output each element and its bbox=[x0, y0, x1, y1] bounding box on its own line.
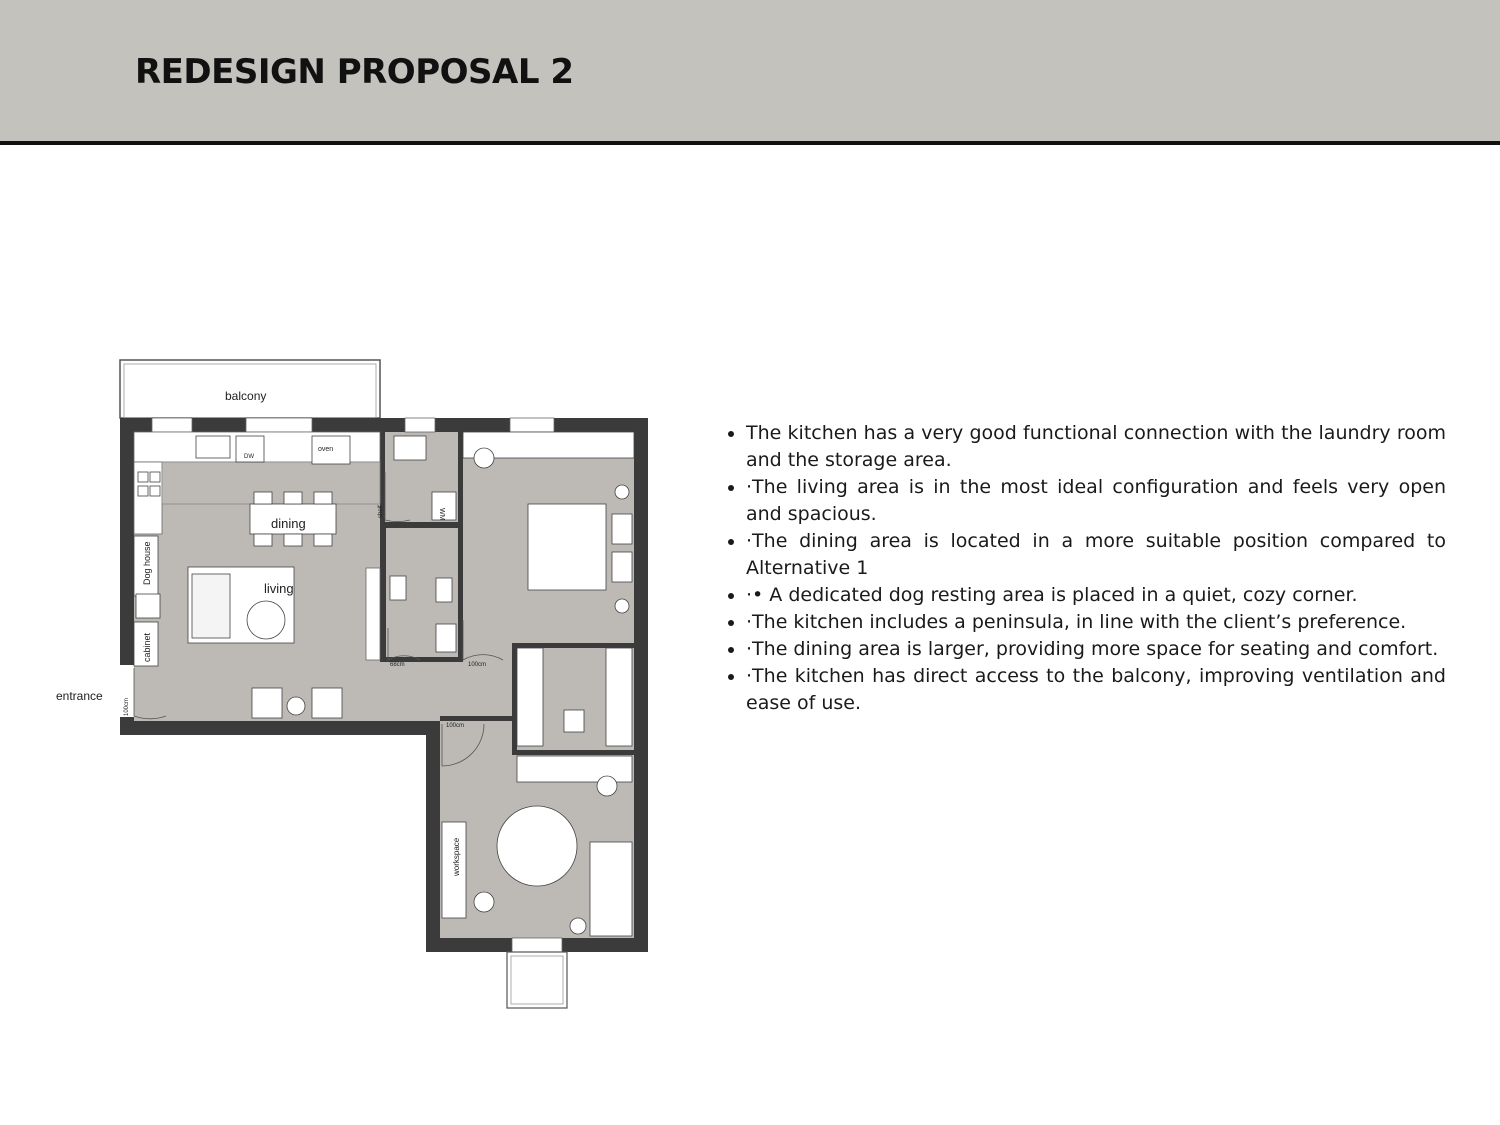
bathroom-sink bbox=[436, 624, 456, 652]
note-item: • ·The kitchen has direct access to the balcony, improving ventilation and ease of use. bbox=[746, 663, 1446, 717]
coffee-table bbox=[247, 601, 285, 639]
label-dining: dining bbox=[271, 516, 306, 531]
label-door-study: 100cm bbox=[446, 723, 465, 729]
note-item: • ·The dining area is located in a more suitable position compared to Alternative 1 bbox=[746, 528, 1446, 582]
toilet bbox=[390, 576, 406, 600]
note-item: • The kitchen has a very good functional connection with the laundry room and the storage area. bbox=[746, 420, 1446, 474]
balcony-bottom bbox=[507, 952, 567, 1008]
laundry-sink bbox=[394, 436, 426, 460]
label-oven: oven bbox=[318, 446, 334, 453]
bed bbox=[528, 504, 606, 590]
label-dw: DW bbox=[244, 454, 254, 460]
label-dog-house: Dog house bbox=[142, 541, 152, 585]
label-balcony: balcony bbox=[225, 389, 267, 403]
header-rule bbox=[0, 141, 1500, 145]
label-door-entrance: 100cm bbox=[124, 697, 130, 716]
floor-plan bbox=[40, 350, 680, 1020]
closet-left bbox=[517, 648, 543, 746]
label-shelf: shelf bbox=[378, 505, 384, 518]
daybed bbox=[590, 842, 632, 936]
label-workspace: workspace bbox=[452, 837, 461, 876]
label-door-bath: 68cm bbox=[390, 662, 405, 668]
label-door-bedroom: 100cm bbox=[468, 662, 487, 668]
label-entrance: entrance bbox=[56, 689, 103, 703]
page-title: REDESIGN PROPOSAL 2 bbox=[135, 52, 574, 92]
armchair-left bbox=[252, 688, 282, 718]
sofa bbox=[192, 574, 230, 638]
notes-list bbox=[722, 420, 1446, 717]
note-item: • ·The dining area is larger, providing more space for seating and comfort. bbox=[746, 636, 1446, 663]
label-wm: WM bbox=[438, 508, 445, 521]
note-item: • ·The living area is in the most ideal configuration and feels very open and spacious. bbox=[746, 474, 1446, 528]
round-rug bbox=[497, 806, 577, 886]
closet-right bbox=[606, 648, 632, 746]
label-cabinet: cabinet bbox=[142, 632, 152, 662]
note-item: • ·The kitchen includes a peninsula, in line with the client’s preference. bbox=[746, 609, 1446, 636]
label-living: living bbox=[264, 581, 294, 596]
note-item: • ·• A dedicated dog resting area is placed in a quiet, cozy corner. bbox=[746, 582, 1446, 609]
armchair-right bbox=[312, 688, 342, 718]
